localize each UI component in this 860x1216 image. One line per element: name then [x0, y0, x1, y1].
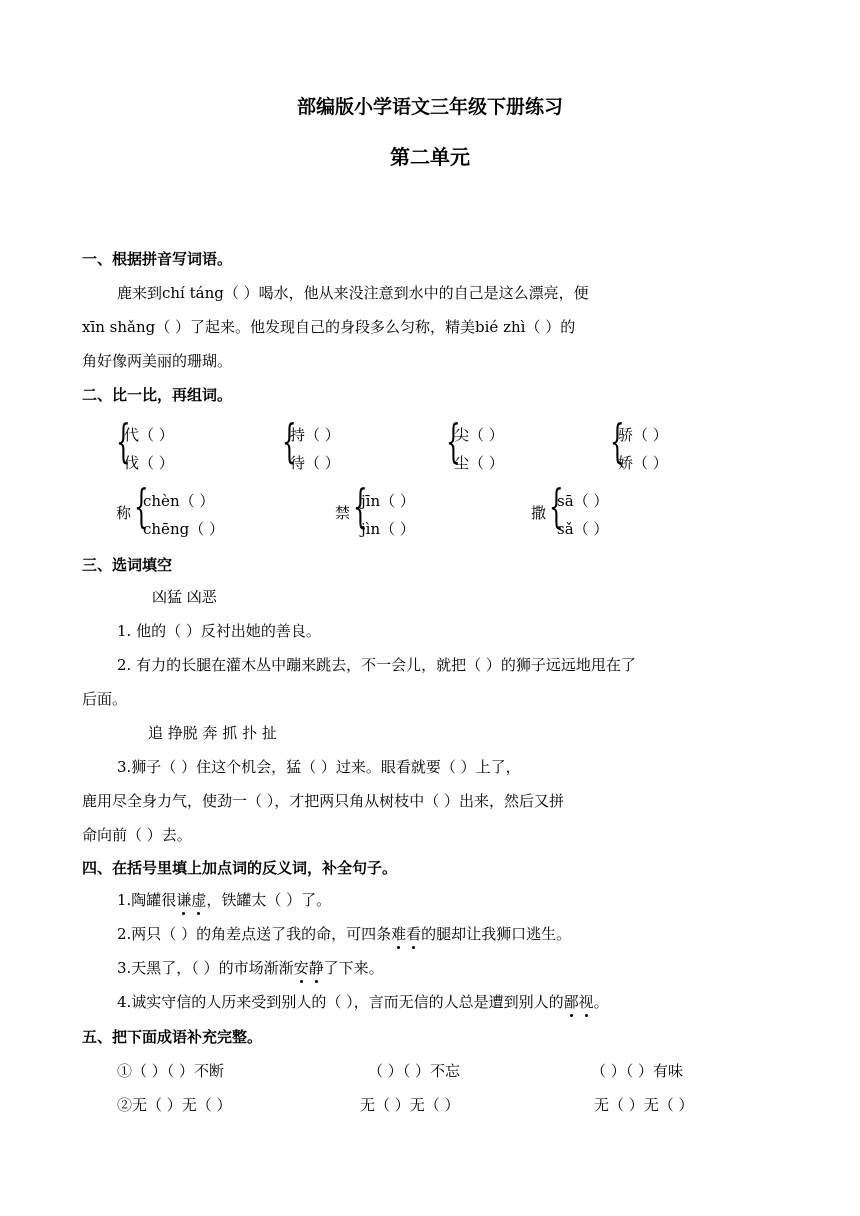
section-3-heading: 三、选词填空 — [82, 556, 173, 574]
s4-q1-dotted-word — [176, 891, 206, 909]
compare-4b: 娇（ ） — [618, 454, 668, 472]
s5-r2-c1: ②无（ ）无（ ） — [117, 1096, 232, 1114]
s4-q3-post: 了下来。 — [323, 959, 384, 977]
s3-words-2: 追 挣脱 奔 抓 扑 扯 — [148, 724, 277, 742]
polyphone-2a: jīn（ ） — [361, 492, 415, 510]
polyphone-3b: sǎ（ ） — [557, 520, 609, 538]
s5-r1-c3: （ ）（ ）有味 — [591, 1062, 684, 1080]
s4-q2-dot — [391, 925, 421, 943]
polyphone-3a: sā（ ） — [557, 492, 609, 510]
page-title: 部编版小学语文三年级下册练习 — [296, 96, 563, 118]
s1-line-3: 角好像两美丽的珊瑚。 — [82, 352, 233, 370]
s4-q1-dot — [176, 891, 206, 909]
page-subtitle: 第二单元 — [390, 145, 470, 169]
s4-q1-pre: 1.陶罐很 — [117, 891, 177, 909]
brace-icon: { — [610, 414, 625, 468]
s3-words-1: 凶猛 凶恶 — [152, 588, 217, 606]
s3-q2-b: 后面。 — [82, 690, 128, 708]
emphasis-dot-char: 虚 — [191, 891, 207, 909]
compare-3b: 尘（ ） — [454, 454, 504, 472]
section-2-heading: 二、比一比，再组词。 — [82, 386, 233, 404]
polyphone-2b: jìn（ ） — [361, 520, 415, 538]
s4-q2 — [117, 923, 571, 944]
compare-2a: 持（ ） — [290, 426, 340, 444]
s4-q3-dot — [294, 959, 324, 977]
s4-q4-dot — [564, 993, 594, 1011]
emphasis-dot-char: 安 — [293, 959, 309, 977]
brace-icon: { — [353, 479, 368, 533]
s3-q1: 1. 他的（ ）反衬出她的善良。 — [117, 622, 321, 640]
emphasis-dot-char: 静 — [308, 959, 324, 977]
s4-q1-post: ，铁罐太（ ）了。 — [206, 891, 332, 909]
polyphone-char: 撒 — [531, 504, 547, 522]
s3-q3-c: 命向前（ ）去。 — [82, 826, 192, 844]
brace-icon: { — [134, 479, 149, 533]
s5-r1-c1: ①（ ）（ ）不断 — [117, 1062, 225, 1080]
s4-q2-post: 的腿却让我狮口逃生。 — [421, 925, 572, 943]
s4-q3 — [117, 957, 384, 978]
polyphone-char: 称 — [116, 504, 132, 522]
brace-icon: { — [116, 414, 131, 468]
s3-q3-b: 鹿用尽全身力气，使劲一（ ），才把两只角从树枝中（ ）出来，然后又拼 — [82, 792, 565, 810]
section-5-heading: 五、把下面成语补充完整。 — [82, 1028, 263, 1046]
emphasis-dot-char: 视 — [578, 993, 594, 1011]
compare-2b: 待（ ） — [290, 454, 340, 472]
compare-1a: 代（ ） — [124, 426, 174, 444]
s4-q4 — [117, 991, 609, 1012]
s5-r2-c2: 无（ ）无（ ） — [360, 1096, 460, 1114]
section-1-heading: 一、根据拼音写词语。 — [82, 250, 233, 268]
s4-q1 — [117, 889, 331, 910]
polyphone-1a: chèn（ ） — [143, 492, 215, 510]
compare-4a: 骄（ ） — [618, 426, 668, 444]
emphasis-dot-char: 鄙 — [563, 993, 579, 1011]
s5-r2-c3: 无（ ）无（ ） — [594, 1096, 694, 1114]
s3-q2-a: 2. 有力的长腿在灌木丛中蹦来跳去，不一会儿，就把（ ）的狮子远远地甩在了 — [117, 656, 636, 674]
s4-q4-pre: 4.诚实守信的人历来受到别人的（ ），言而无信的人总是遭到别人的 — [117, 993, 564, 1011]
s1-line-2: xīn shǎng（ ）了起来。他发现自己的身段多么匀称，精美bié zhì（ ）的 — [82, 318, 576, 336]
emphasis-dot-char: 看 — [406, 925, 422, 943]
s4-q3-pre: 3.天黑了，（ ）的市场渐渐 — [117, 959, 294, 977]
polyphone-char: 禁 — [335, 504, 351, 522]
brace-icon: { — [446, 414, 461, 468]
polyphone-1b: chēng（ ） — [143, 520, 224, 538]
s4-q4-post: 。 — [593, 993, 609, 1011]
brace-icon: { — [282, 414, 297, 468]
s5-r1-c2: （ ）（ ）不忘 — [368, 1062, 461, 1080]
section-4-heading: 四、在括号里填上加点词的反义词，补全句子。 — [82, 859, 398, 877]
compare-1b: 伐（ ） — [124, 454, 174, 472]
s1-line-1: 鹿来到chí táng（ ）喝水，他从来没注意到水中的自己是这么漂亮，便 — [117, 284, 589, 302]
emphasis-dot-char: 难 — [391, 925, 407, 943]
emphasis-dot-char: 谦 — [176, 891, 192, 909]
compare-3a: 尖（ ） — [454, 426, 504, 444]
brace-icon: { — [549, 479, 564, 533]
s3-q3-a: 3.狮子（ ）住这个机会，猛（ ）过来。眼看就要（ ）上了， — [117, 758, 521, 776]
s4-q2-pre: 2.两只（ ）的角差点送了我的命，可四条 — [117, 925, 392, 943]
